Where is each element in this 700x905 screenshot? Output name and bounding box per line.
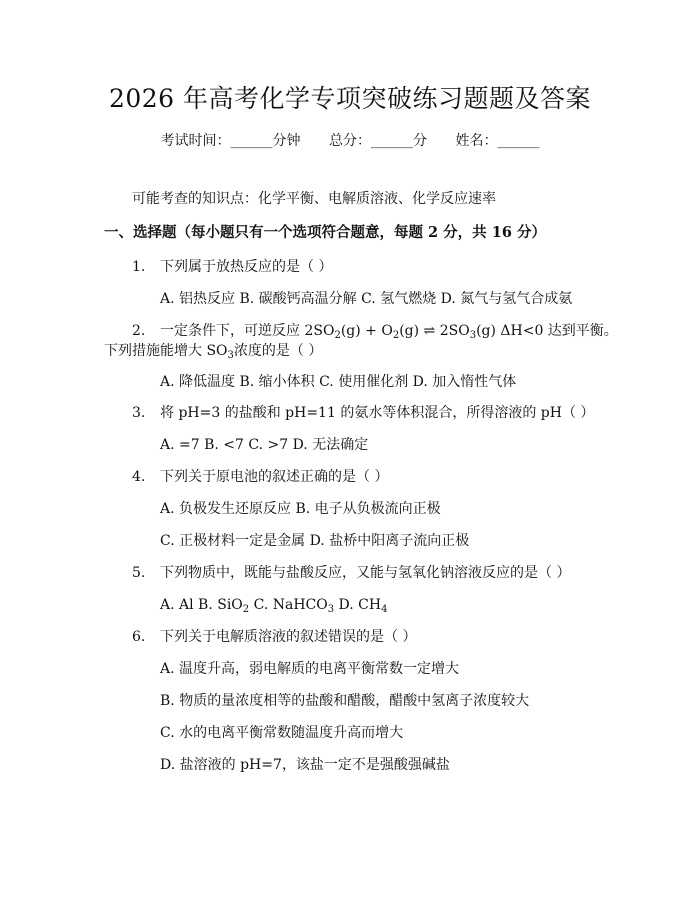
question-text: (g) + O <box>340 323 393 339</box>
question-3-options: A. =7 B. <7 C. >7 D. 无法确定 <box>160 437 369 453</box>
question-number: 2. <box>132 323 146 339</box>
question-6-option-c: C. 水的电离平衡常数随温度升高而增大 <box>160 725 404 741</box>
name-label: 姓名： <box>455 133 498 149</box>
question-text: (g) ΔH<0 达到平衡。 <box>476 323 618 339</box>
question-6 <box>132 626 416 648</box>
option-text: C. NaHCO <box>249 597 328 613</box>
question-1-options: A. 铝热反应 B. 碳酸钙高温分解 C. 氢气燃烧 D. 氮气与氢气合成氨 <box>160 291 573 307</box>
exam-time-label: 考试时间： <box>160 133 231 149</box>
question-text: 下列关于电解质溶液的叙述错误的是（ ） <box>160 629 417 645</box>
question-3 <box>132 402 594 424</box>
question-number: 4. <box>132 469 146 485</box>
subscript: 3 <box>327 604 335 615</box>
question-6-option-a: A. 温度升高，弱电解质的电离平衡常数一定增大 <box>160 661 460 677</box>
question-number: 6. <box>132 629 146 645</box>
total-score-field <box>329 130 427 152</box>
subscript: 3 <box>227 350 234 361</box>
total-score-label: 总分： <box>329 133 371 149</box>
question-4 <box>132 466 388 488</box>
question-text: 一定条件下，可逆反应 2SO <box>160 323 335 339</box>
subscript: 2 <box>242 604 250 615</box>
question-2-options: A. 降低温度 B. 缩小体积 C. 使用催化剂 D. 加入惰性气体 <box>160 374 517 390</box>
question-number: 3. <box>132 405 146 421</box>
question-number: 5. <box>132 565 146 581</box>
question-text: 下列措施能增大 SO <box>104 343 228 359</box>
section-heading: 一、选择题（每小题只有一个选项符合题意，每题 2 分，共 16 分） <box>104 224 546 241</box>
question-2-continuation <box>104 340 322 362</box>
question-text: 浓度的是（ ） <box>233 343 323 359</box>
question-6-option-d: D. 盐溶液的 pH=7，该盐一定不是强酸强碱盐 <box>160 757 450 773</box>
option-text: D. CH <box>334 597 382 613</box>
option-text: A. Al B. SiO <box>160 597 243 613</box>
exam-time-field <box>161 130 301 152</box>
question-text: 将 pH=3 的盐酸和 pH=11 的氨水等体积混合，所得溶液的 pH（ ） <box>160 405 595 421</box>
subscript: 3 <box>469 330 477 341</box>
question-text: 下列属于放热反应的是（ ） <box>160 259 333 275</box>
total-score-unit: 分 <box>413 133 427 149</box>
exam-info-row <box>0 130 700 152</box>
question-5 <box>132 562 570 584</box>
page-title: 2026 年高考化学专项突破练习题题及答案 <box>108 84 592 113</box>
question-text: 下列物质中，既能与盐酸反应，又能与氢氧化钠溶液反应的是（ ） <box>160 565 571 581</box>
question-5-options <box>160 594 387 616</box>
exam-time-blank: ______ <box>230 133 273 149</box>
question-text: 下列关于原电池的叙述正确的是（ ） <box>160 469 389 485</box>
question-2 <box>132 320 618 342</box>
question-1 <box>132 256 332 278</box>
question-6-option-b: B. 物质的量浓度相等的盐酸和醋酸，醋酸中氢离子浓度较大 <box>160 693 530 709</box>
name-field <box>455 130 539 152</box>
question-4-options-line-1: A. 负极发生还原反应 B. 电子从负极流向正极 <box>160 501 441 517</box>
question-text: (g) ⇌ 2SO <box>399 323 470 339</box>
subscript: 2 <box>392 330 400 341</box>
subscript: 4 <box>381 604 388 615</box>
exam-time-unit: 分钟 <box>272 133 301 149</box>
name-blank: ______ <box>497 133 540 149</box>
total-score-blank: ______ <box>371 133 413 149</box>
question-4-options-line-2: C. 正极材料一定是金属 D. 盐桥中阳离子流向正极 <box>160 533 470 549</box>
question-number: 1. <box>132 259 146 275</box>
subscript: 2 <box>334 330 341 341</box>
knowledge-points: 可能考查的知识点：化学平衡、电解质溶液、化学反应速率 <box>132 191 496 207</box>
